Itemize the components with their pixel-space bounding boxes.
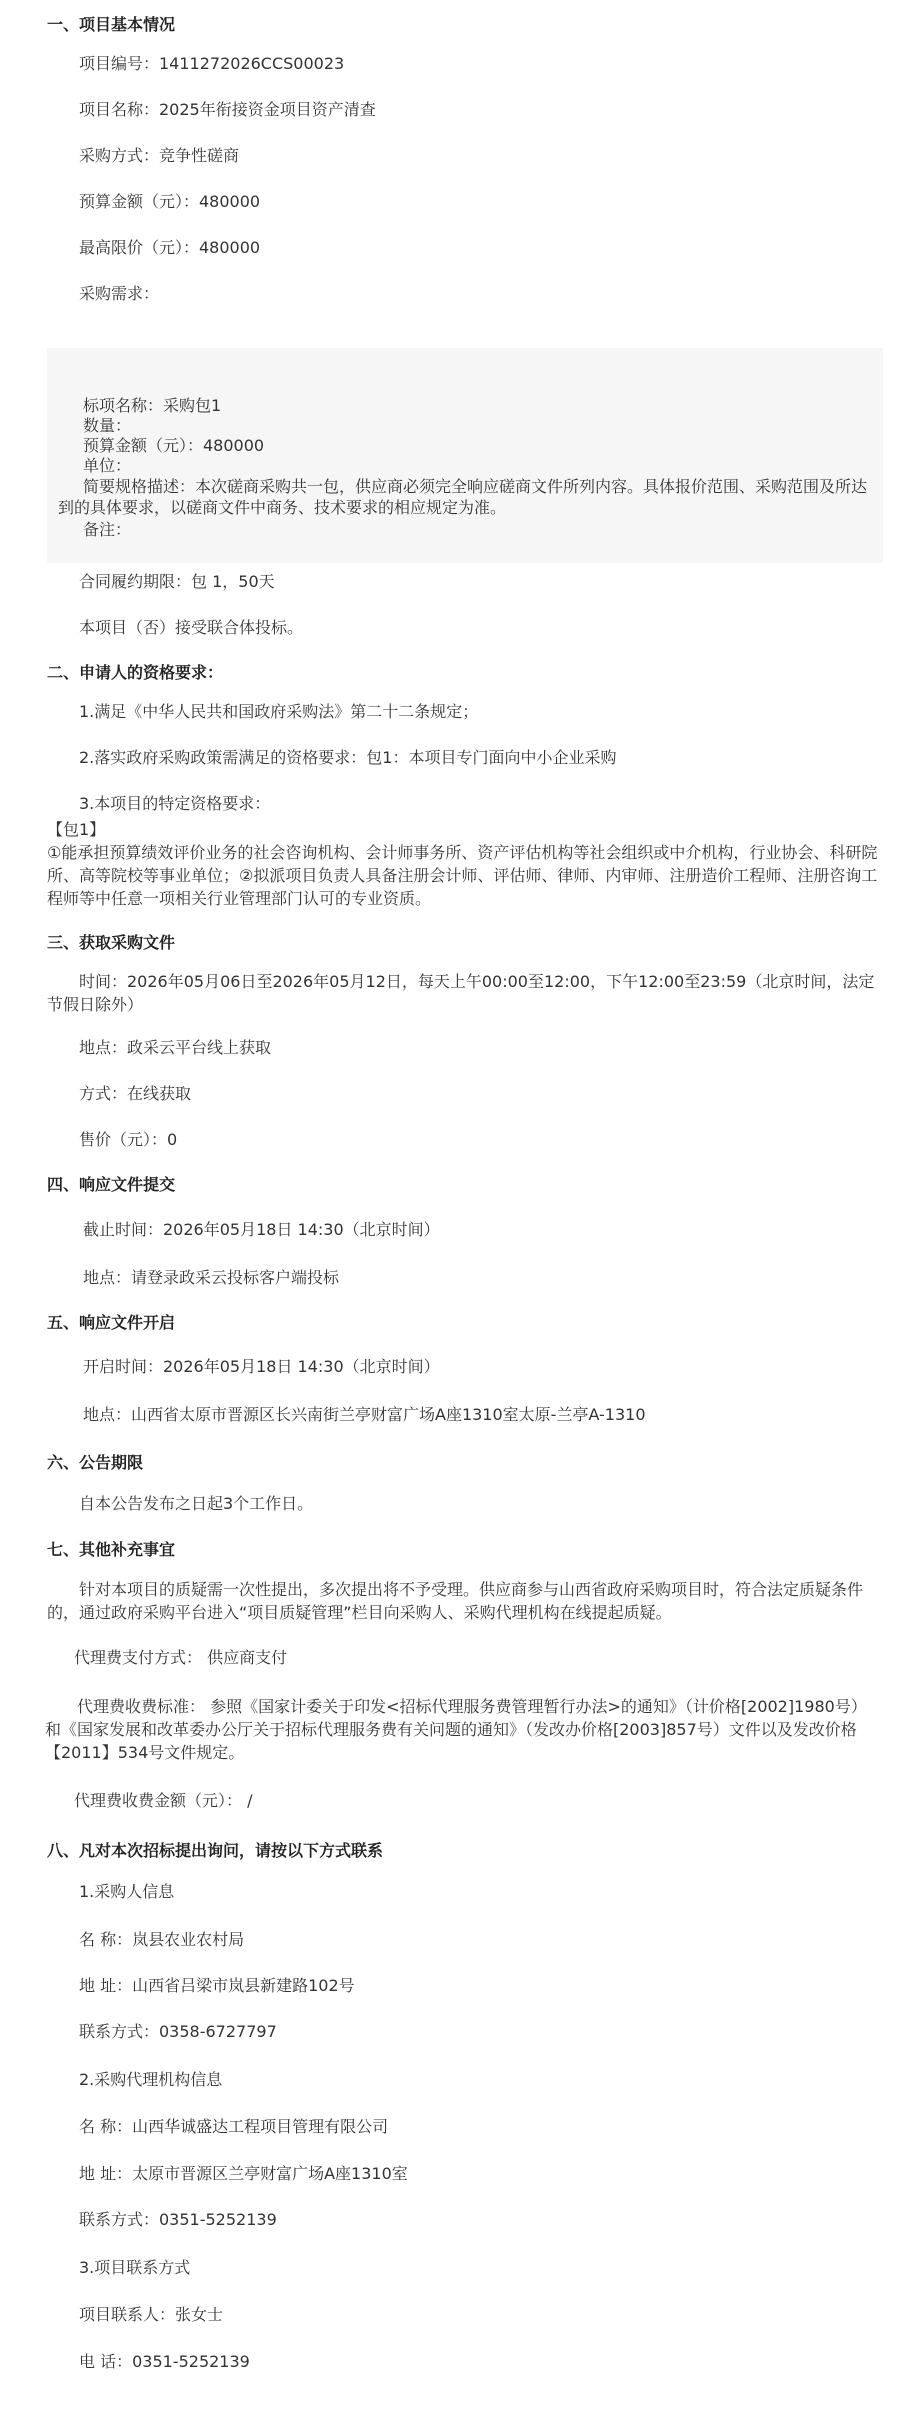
- section-title-obtain-documents: 三、获取采购文件: [47, 933, 176, 952]
- document-price: 售价（元）：0: [79, 1130, 178, 1149]
- requirement-label: 采购需求：: [79, 284, 160, 303]
- max-price: 最高限价（元）：480000: [79, 238, 261, 257]
- special-qualifications: [47, 818, 883, 910]
- purchaser-info-title: 1.采购人信息: [79, 1882, 175, 1901]
- section-title-notice-period: 六、公告期限: [47, 1453, 144, 1472]
- section-title-supplementary: 七、其他补充事宜: [47, 1540, 176, 1559]
- contract-period: 合同履约期限：包 1，50天: [79, 572, 275, 591]
- lot-budget: 预算金额（元）：480000: [83, 436, 265, 455]
- project-contact-person: 项目联系人：张女士: [79, 2305, 224, 2324]
- agency-contact: 联系方式：0351-5252139: [79, 2210, 277, 2229]
- lot-quantity: 数量：: [83, 416, 132, 435]
- project-contact-phone: 电 话：0351-5252139: [79, 2352, 250, 2371]
- opening-place: 地点：山西省太原市晋源区长兴南街兰亭财富广场A座1310室太原-兰亭A-1310: [83, 1405, 646, 1424]
- obtain-time: 时间：2026年05月06日至2026年05月12日，每天上午00:00至12:00，下午12:00至23:59（北京时间，法定节假日除外）: [47, 972, 875, 1014]
- lot-name: 标项名称：采购包1: [83, 396, 222, 415]
- project-name: 项目名称：2025年衔接资金项目资产清查: [79, 100, 376, 119]
- qualification-item-1: 1.满足《中华人民共和国政府采购法》第二十二条规定；: [79, 702, 479, 721]
- lot-tag: 【包1】: [47, 820, 106, 839]
- project-number: 项目编号：1411272026CCS00023: [79, 54, 345, 73]
- section-title-contact: 八、凡对本次招标提出询问，请按以下方式联系: [47, 1841, 384, 1860]
- section-title-opening: 五、响应文件开启: [47, 1313, 176, 1332]
- obtain-way: 方式：在线获取: [79, 1084, 192, 1103]
- lot-unit: 单位：: [83, 456, 132, 475]
- budget-amount: 预算金额（元）：480000: [79, 192, 261, 211]
- agency-fee-standard: 代理费收费标准： 参照《国家计委关于印发<招标代理服务费管理暂行办法>的通知》（计价格[2002]1980号）和《国家发展和改革委办公厅关于招标代理服务费有关问题的通知》（发改办价格[2003]857号）文件以及发改价格【2011】534号文件规定。: [45, 1697, 867, 1762]
- submission-deadline: 截止时间：2026年05月18日 14:30（北京时间）: [83, 1220, 440, 1239]
- agency-fee-amount: 代理费收费金额（元）： /: [74, 1791, 253, 1810]
- agency-info-title: 2.采购代理机构信息: [79, 2070, 223, 2089]
- obtain-place: 地点：政采云平台线上获取: [79, 1038, 272, 1057]
- agency-address: 地 址：太原市晋源区兰亭财富广场A座1310室: [79, 2164, 408, 2183]
- notice-period: 自本公告发布之日起3个工作日。: [79, 1494, 314, 1513]
- procurement-method: 采购方式：竞争性磋商: [79, 146, 240, 165]
- special-qualification-text: ①能承担预算绩效评价业务的社会咨询机构、会计师事务所、资产评估机构等社会组织或中介机构，行业协会、科研院所、高等院校等事业单位；②拟派项目负责人具备注册会计师、评估师、律师、内审师、注册造价工程师、注册咨询工程师等中任意一项相关行业管理部门认可的专业资质。: [47, 843, 878, 908]
- qualification-item-2: 2.落实政府采购政策需满足的资格要求：包1：本项目专门面向中小企业采购: [79, 748, 617, 767]
- section-title-submission: 四、响应文件提交: [47, 1175, 176, 1194]
- opening-time: 开启时间：2026年05月18日 14:30（北京时间）: [83, 1357, 440, 1376]
- qualification-item-3-title: 3.本项目的特定资格要求：: [79, 794, 271, 813]
- challenge-notice: 针对本项目的质疑需一次性提出，多次提出将不予受理。供应商参与山西省政府采购项目时，符合法定质疑条件的，通过政府采购平台进入“项目质疑管理”栏目向采购人、采购代理机构在线提起质疑。: [47, 1580, 864, 1622]
- submission-place: 地点：请登录政采云投标客户端投标: [83, 1268, 340, 1287]
- requirement-box: [47, 348, 883, 563]
- agency-fee-payment: 代理费支付方式： 供应商支付: [74, 1648, 288, 1667]
- consortium-notice: 本项目（否）接受联合体投标。: [79, 618, 304, 637]
- project-contact-title: 3.项目联系方式: [79, 2258, 191, 2277]
- agency-name: 名 称：山西华诚盛达工程项目管理有限公司: [79, 2117, 389, 2136]
- section-title-basic-info: 一、项目基本情况: [47, 15, 176, 34]
- purchaser-address: 地 址：山西省吕梁市岚县新建路102号: [79, 1976, 355, 1995]
- section-title-qualifications: 二、申请人的资格要求：: [47, 663, 224, 682]
- purchaser-contact: 联系方式：0358-6727797: [79, 2022, 277, 2041]
- lot-remark: 备注：: [83, 520, 132, 539]
- purchaser-name: 名 称：岚县农业农村局: [79, 1930, 245, 1949]
- lot-description: 简要规格描述：本次磋商采购共一包，供应商必须完全响应磋商文件所列内容。具体报价范围、采购范围及所达到的具体要求，以磋商文件中商务、技术要求的相应规定为准。: [58, 477, 868, 517]
